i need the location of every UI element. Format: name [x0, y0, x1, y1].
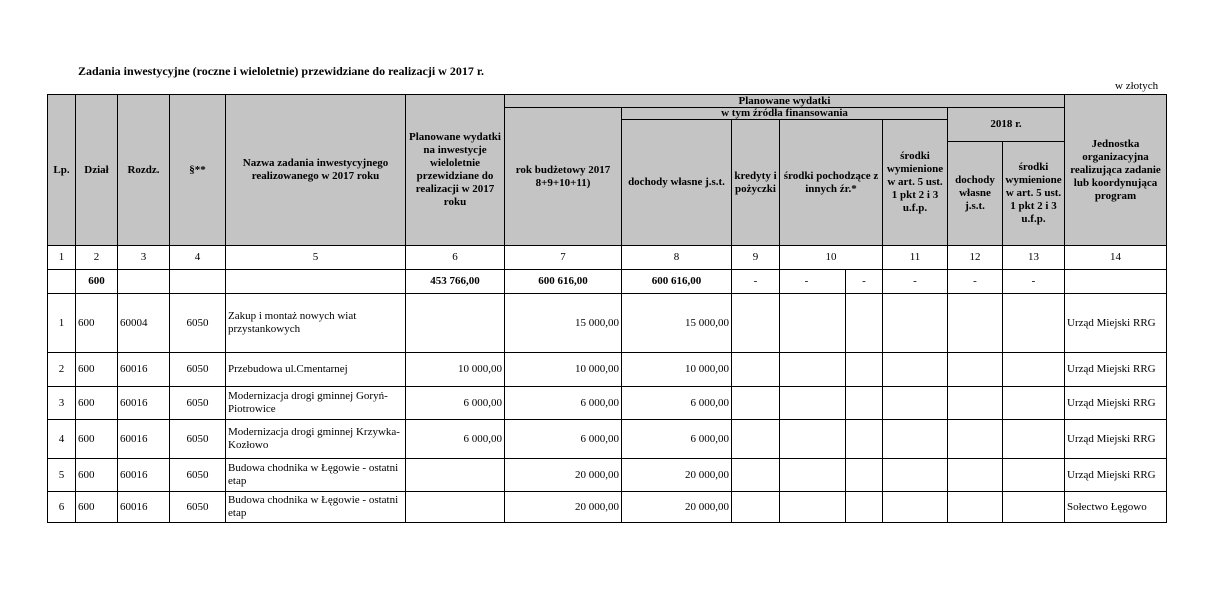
header-paragraph: §** — [170, 95, 226, 246]
row-other-a — [780, 459, 846, 492]
summary-paragraph — [170, 270, 226, 294]
summary-task-name — [226, 270, 406, 294]
summary-unit — [1065, 270, 1167, 294]
header-task-name: Nazwa zadania inwestycyjnego realizowanego w 2017 roku — [226, 95, 406, 246]
row-loans — [732, 387, 780, 420]
row-rozdz: 60016 — [118, 420, 170, 459]
column-number: 6 — [406, 246, 505, 270]
row-budget-year: 6 000,00 — [505, 420, 622, 459]
summary-dash: - — [780, 270, 846, 294]
row-own-income-2018 — [948, 294, 1003, 353]
column-number: 5 — [226, 246, 406, 270]
row-own-income: 20 000,00 — [622, 492, 732, 523]
row-own-income-2018 — [948, 492, 1003, 523]
row-other-a — [780, 353, 846, 387]
table-row — [48, 294, 1167, 353]
row-task-name: Modernizacja drogi gminnej Krzywka-Kozłowo — [226, 420, 406, 459]
column-number: 2 — [76, 246, 118, 270]
row-other-b — [846, 294, 883, 353]
summary-rozdz — [118, 270, 170, 294]
header-rozdz: Rozdz. — [118, 95, 170, 246]
row-task-name: Przebudowa ul.Cmentarnej — [226, 353, 406, 387]
row-art5 — [883, 353, 948, 387]
row-other-b — [846, 387, 883, 420]
document-title: Zadania inwestycyjne (roczne i wieloletnie) przewidziane do realizacji w 2017 r. — [78, 64, 485, 78]
row-rozdz: 60016 — [118, 353, 170, 387]
column-number: 8 — [622, 246, 732, 270]
row-other-a — [780, 492, 846, 523]
row-planned: 6 000,00 — [406, 420, 505, 459]
row-budget-year: 6 000,00 — [505, 387, 622, 420]
row-task-name: Budowa chodnika w Łęgowie - ostatni etap — [226, 459, 406, 492]
row-lp: 5 — [48, 459, 76, 492]
row-own-income-2018 — [948, 420, 1003, 459]
row-art5 — [883, 387, 948, 420]
row-task-name: Modernizacja drogi gminnej Goryń-Piotrowice — [226, 387, 406, 420]
row-art5-2018 — [1003, 353, 1065, 387]
header-loans: kredyty i pożyczki — [732, 120, 780, 246]
row-art5 — [883, 294, 948, 353]
table-row — [48, 492, 1167, 523]
row-art5 — [883, 459, 948, 492]
row-unit: Urząd Miejski RRG — [1065, 420, 1167, 459]
column-numbers-row — [48, 246, 1167, 270]
column-number: 1 — [48, 246, 76, 270]
investment-table — [47, 94, 1167, 523]
summary-dzial: 600 — [76, 270, 118, 294]
row-own-income: 20 000,00 — [622, 459, 732, 492]
row-unit: Urząd Miejski RRG — [1065, 353, 1167, 387]
row-unit: Urząd Miejski RRG — [1065, 294, 1167, 353]
row-own-income: 6 000,00 — [622, 387, 732, 420]
row-art5 — [883, 492, 948, 523]
row-lp: 1 — [48, 294, 76, 353]
row-paragraph: 6050 — [170, 420, 226, 459]
row-budget-year: 15 000,00 — [505, 294, 622, 353]
row-budget-year: 10 000,00 — [505, 353, 622, 387]
header-budget-year-formula: 8+9+10+11) — [535, 176, 591, 189]
summary-dash: - — [1003, 270, 1065, 294]
table-row — [48, 420, 1167, 459]
header-own-income-2018: dochody własne j.s.t. — [948, 142, 1003, 246]
header-row — [48, 95, 1167, 108]
row-other-b — [846, 492, 883, 523]
row-unit: Urząd Miejski RRG — [1065, 459, 1167, 492]
row-loans — [732, 420, 780, 459]
row-lp: 2 — [48, 353, 76, 387]
summary-dash: - — [846, 270, 883, 294]
column-number: 4 — [170, 246, 226, 270]
row-other-b — [846, 353, 883, 387]
row-planned: 10 000,00 — [406, 353, 505, 387]
row-planned — [406, 459, 505, 492]
header-other-sources: środki pochodzące z innych źr.* — [780, 120, 883, 246]
header-budget-year — [505, 108, 622, 246]
row-planned — [406, 294, 505, 353]
summary-dash: - — [732, 270, 780, 294]
row-paragraph: 6050 — [170, 459, 226, 492]
row-other-a — [780, 294, 846, 353]
header-year-2018: 2018 r. — [948, 108, 1065, 142]
header-funding-sources: w tym źródła finansowania — [622, 108, 948, 120]
row-lp: 3 — [48, 387, 76, 420]
row-paragraph: 6050 — [170, 387, 226, 420]
column-number: 13 — [1003, 246, 1065, 270]
row-lp: 4 — [48, 420, 76, 459]
header-planned-multiyear: Planowane wydatki na inwestycje wieloletnie przewidziane do realizacji w 2017 roku — [406, 95, 505, 246]
column-number: 14 — [1065, 246, 1167, 270]
row-loans — [732, 459, 780, 492]
row-paragraph: 6050 — [170, 294, 226, 353]
column-number: 7 — [505, 246, 622, 270]
header-planned-expenses: Planowane wydatki — [505, 95, 1065, 108]
row-other-b — [846, 459, 883, 492]
row-unit: Urząd Miejski RRG — [1065, 387, 1167, 420]
row-other-a — [780, 387, 846, 420]
row-other-b — [846, 420, 883, 459]
row-art5-2018 — [1003, 294, 1065, 353]
column-number: 3 — [118, 246, 170, 270]
header-budget-year-label: rok budżetowy 2017 — [515, 163, 611, 176]
row-dzial: 600 — [76, 353, 118, 387]
row-dzial: 600 — [76, 387, 118, 420]
row-planned: 6 000,00 — [406, 387, 505, 420]
row-loans — [732, 353, 780, 387]
row-loans — [732, 492, 780, 523]
row-art5-2018 — [1003, 459, 1065, 492]
row-art5-2018 — [1003, 492, 1065, 523]
row-own-income-2018 — [948, 387, 1003, 420]
column-number: 9 — [732, 246, 780, 270]
row-dzial: 600 — [76, 294, 118, 353]
summary-dash: - — [948, 270, 1003, 294]
header-lp: Lp. — [48, 95, 76, 246]
column-number: 11 — [883, 246, 948, 270]
summary-row — [48, 270, 1167, 294]
row-own-income-2018 — [948, 459, 1003, 492]
row-paragraph: 6050 — [170, 353, 226, 387]
row-unit: Sołectwo Łęgowo — [1065, 492, 1167, 523]
unit-label: w złotych — [1115, 80, 1159, 92]
row-art5 — [883, 420, 948, 459]
header-art5-funds: środki wymienione w art. 5 ust. 1 pkt 2 i 3 u.f.p. — [883, 120, 948, 246]
row-dzial: 600 — [76, 420, 118, 459]
row-own-income-2018 — [948, 353, 1003, 387]
header-art5-funds-2018: środki wymienione w art. 5 ust. 1 pkt 2 i 3 u.f.p. — [1003, 142, 1065, 246]
header-unit: Jednostka organizacyjna realizująca zadanie lub koordynująca program — [1065, 95, 1167, 246]
row-rozdz: 60004 — [118, 294, 170, 353]
row-lp: 6 — [48, 492, 76, 523]
row-loans — [732, 294, 780, 353]
summary-lp — [48, 270, 76, 294]
row-art5-2018 — [1003, 420, 1065, 459]
row-rozdz: 60016 — [118, 459, 170, 492]
table-row — [48, 387, 1167, 420]
row-rozdz: 60016 — [118, 387, 170, 420]
row-own-income: 10 000,00 — [622, 353, 732, 387]
row-dzial: 600 — [76, 459, 118, 492]
row-task-name: Zakup i montaż nowych wiat przystankowych — [226, 294, 406, 353]
row-planned — [406, 492, 505, 523]
row-own-income: 6 000,00 — [622, 420, 732, 459]
row-rozdz: 60016 — [118, 492, 170, 523]
row-task-name: Budowa chodnika w Łęgowie - ostatni etap — [226, 492, 406, 523]
summary-budget-year: 600 616,00 — [505, 270, 622, 294]
table-row — [48, 353, 1167, 387]
summary-planned: 453 766,00 — [406, 270, 505, 294]
row-budget-year: 20 000,00 — [505, 459, 622, 492]
row-art5-2018 — [1003, 387, 1065, 420]
column-number: 12 — [948, 246, 1003, 270]
row-dzial: 600 — [76, 492, 118, 523]
summary-own-income: 600 616,00 — [622, 270, 732, 294]
header-own-income: dochody własne j.s.t. — [622, 120, 732, 246]
row-other-a — [780, 420, 846, 459]
summary-dash: - — [883, 270, 948, 294]
row-budget-year: 20 000,00 — [505, 492, 622, 523]
table-row — [48, 459, 1167, 492]
row-paragraph: 6050 — [170, 492, 226, 523]
row-own-income: 15 000,00 — [622, 294, 732, 353]
column-number: 10 — [780, 246, 883, 270]
header-dzial: Dział — [76, 95, 118, 246]
